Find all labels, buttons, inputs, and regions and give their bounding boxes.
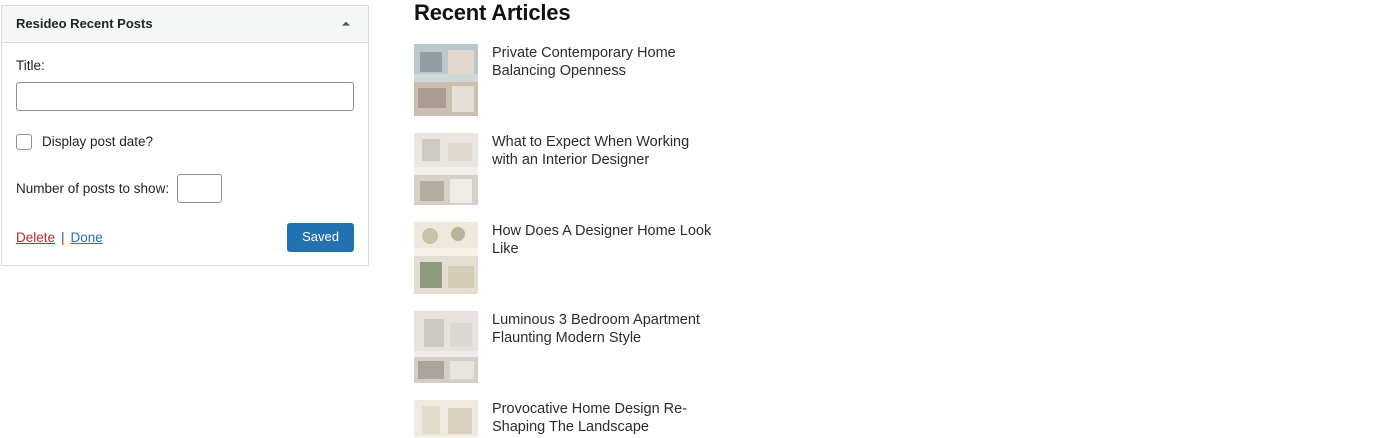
delete-link[interactable]: Delete xyxy=(16,230,56,246)
widget-title: Resideo Recent Posts xyxy=(16,16,153,32)
list-item[interactable] xyxy=(414,311,714,383)
list-item[interactable] xyxy=(414,222,714,294)
recent-articles-section xyxy=(414,0,714,438)
article-title[interactable]: Provocative Home Design Re-Shaping The Landscape xyxy=(492,401,688,436)
widget-body xyxy=(2,43,368,265)
article-thumbnail-image xyxy=(414,133,478,205)
save-button[interactable]: Saved xyxy=(287,223,354,252)
display-post-date-label: Display post date? xyxy=(42,133,154,149)
list-item[interactable] xyxy=(414,44,714,116)
article-thumbnail-image xyxy=(414,44,478,116)
article-title[interactable]: Luminous 3 Bedroom Apartment Flaunting Modern Style xyxy=(492,312,700,347)
done-link[interactable]: Done xyxy=(70,230,103,246)
article-title[interactable]: What to Expect When Working with an Interior Designer xyxy=(492,134,690,169)
chevron-up-icon[interactable] xyxy=(336,14,356,34)
number-of-posts-row xyxy=(16,174,354,203)
list-item[interactable] xyxy=(414,133,714,205)
number-of-posts-label: Number of posts to show: xyxy=(16,180,170,196)
article-title[interactable]: How Does A Designer Home Look Like xyxy=(492,223,712,258)
recent-articles-heading: Recent Articles xyxy=(414,0,571,25)
recent-posts-widget xyxy=(1,5,369,266)
display-post-date-checkbox[interactable] xyxy=(16,134,32,150)
footer-separator: | xyxy=(61,230,65,246)
article-thumbnail-image xyxy=(414,400,478,438)
article-thumbnail-image xyxy=(414,311,478,383)
title-input[interactable] xyxy=(16,82,354,111)
widget-footer xyxy=(16,223,354,253)
number-of-posts-input[interactable] xyxy=(177,174,222,203)
display-post-date-row[interactable] xyxy=(16,133,354,152)
article-title[interactable]: Private Contemporary Home Balancing Openness xyxy=(492,45,676,80)
article-thumbnail-image xyxy=(414,222,478,294)
title-field-label: Title: xyxy=(16,58,45,73)
list-item[interactable] xyxy=(414,400,714,438)
widget-header[interactable] xyxy=(2,6,368,43)
